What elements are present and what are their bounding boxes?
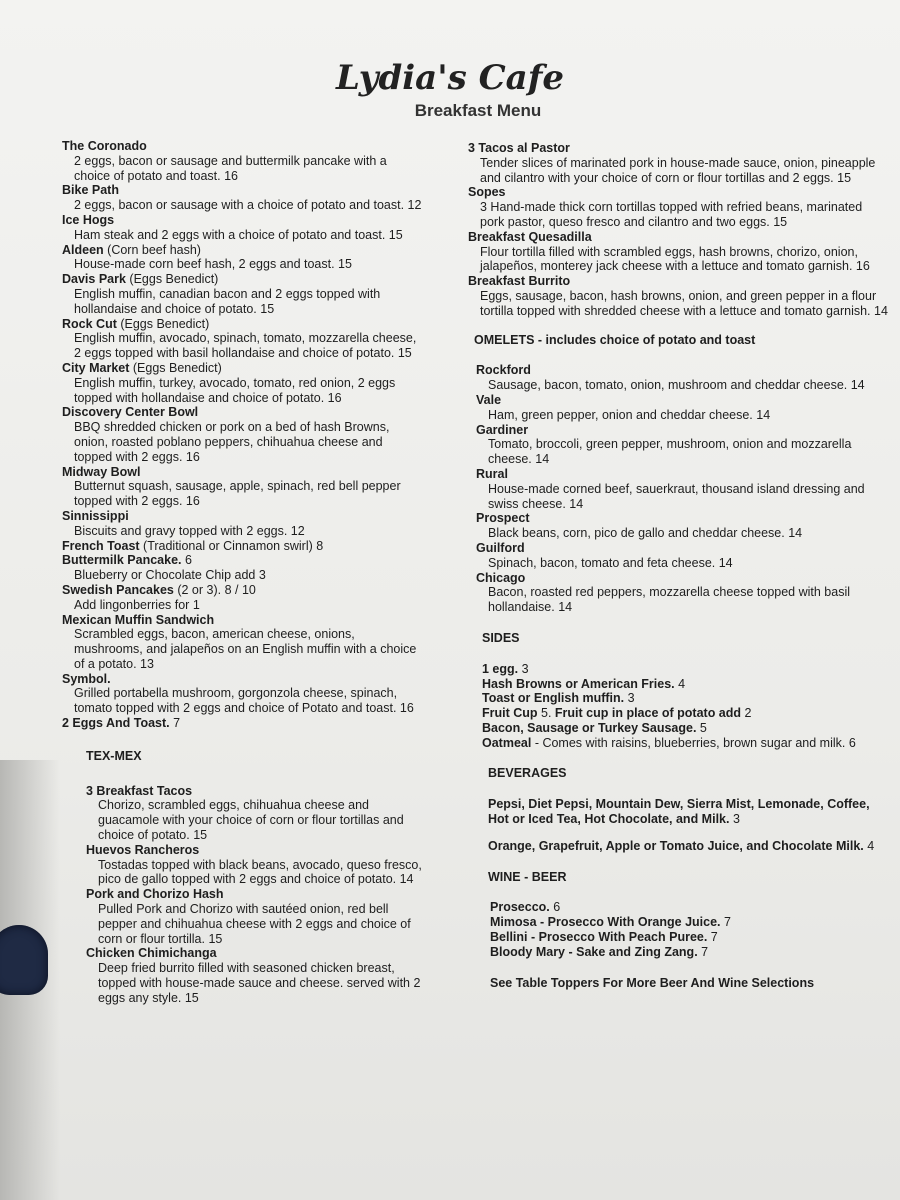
menu-item: [62, 405, 422, 464]
wine-item-name: Bellini - Prosecco With Peach Puree.: [490, 930, 708, 945]
menu-item-description: Eggs, sausage, bacon, hash browns, onion, and green pepper in a flour tortilla topped with shredded cheese with a lettuce and tomato garnish. 14: [480, 288, 888, 318]
menu-item-note: (Corn beef hash): [103, 242, 201, 257]
menu-item-description: 3 Hand-made thick corn tortillas topped with refried beans, marinated pork pastor, queso fresco and cilantro and two eggs. 15: [480, 200, 863, 229]
right-menu-items: [468, 141, 888, 319]
menu-item: [62, 317, 422, 361]
menu-item-name: Swedish Pancakes: [62, 582, 174, 597]
side-item-extra-price: 2: [741, 706, 752, 721]
menu-item-name: Aldeen: [62, 242, 104, 257]
side-item: [482, 677, 888, 692]
menu-item: [62, 139, 422, 183]
menu-item: [62, 272, 422, 316]
menu-item-header: [62, 405, 422, 420]
texmex-item-name: Pork and Chorizo Hash: [86, 887, 224, 902]
omelet-item-name: Chicago: [476, 570, 526, 585]
texmex-item: [86, 784, 422, 843]
menu-item: [62, 183, 422, 213]
menu-item: [62, 539, 422, 554]
omelet-item-description: Bacon, roasted red peppers, mozzarella cheese topped with basil hollandaise. 14: [488, 585, 851, 615]
menu-item: [468, 185, 888, 229]
menu-item-name: Ice Hogs: [62, 212, 115, 227]
menu-item-header: [62, 465, 422, 480]
cafe-title: Lydia's Cafe: [336, 58, 564, 98]
omelet-item-header: [476, 393, 888, 408]
texmex-item: [86, 946, 422, 1005]
side-item-name: Toast or English muffin.: [482, 691, 625, 706]
wine-beer-heading: WINE - BEER: [488, 869, 567, 884]
menu-item-header: [62, 553, 422, 568]
menu-item: [62, 213, 422, 243]
menu-item-description: Butternut squash, sausage, apple, spinach, red bell pepper topped with 2 eggs. 16: [74, 479, 401, 509]
left-column: [62, 139, 422, 1006]
menu-item-header: [62, 213, 422, 228]
menu-item-description: House-made corn beef hash, 2 eggs and toast. 15: [74, 257, 352, 272]
texmex-item-name: Chicken Chimichanga: [86, 946, 217, 961]
side-item-name: Oatmeal: [482, 735, 532, 750]
menu-item: [62, 613, 422, 672]
side-items: [482, 662, 888, 751]
menu-subtitle: Breakfast Menu: [414, 101, 542, 120]
side-item: [482, 662, 888, 677]
omelet-item-header: [476, 467, 888, 482]
menu-item-header: [62, 509, 422, 524]
omelet-item-name: Gardiner: [476, 422, 529, 437]
omelet-item-header: [476, 423, 888, 438]
menu-item-name: Breakfast Burrito: [468, 274, 571, 289]
omelet-item: [476, 423, 888, 467]
menu-item-description: Tender slices of marinated pork in house-made sauce, onion, pineapple and cilantro with your choice of corn or flour tortillas and 2 eggs. 15: [480, 155, 876, 185]
wine-item: [490, 900, 888, 915]
omelets-heading: OMELETS - includes choice of potato and toast: [474, 332, 756, 347]
side-item-price: - Comes with raisins, blueberries, brown sugar and milk. 6: [531, 735, 856, 750]
wine-item-price: 6: [549, 900, 561, 915]
texmex-item-description: Chorizo, scrambled eggs, chihuahua cheese and guacamole with your choice of corn or flour tortillas and choice of potato. 15: [98, 798, 404, 843]
beverages-heading: BEVERAGES: [488, 766, 567, 781]
texmex-item-name: 3 Breakfast Tacos: [86, 783, 193, 798]
omelet-item-description: Tomato, broccoli, green pepper, mushroom, onion and mozzarella cheese. 14: [488, 437, 852, 467]
omelet-item-header: [476, 541, 888, 556]
wine-item-name: Mimosa - Prosecco With Orange Juice.: [490, 915, 721, 930]
menu-item: [62, 465, 422, 509]
omelet-item: [476, 511, 888, 541]
menu-item-header: [62, 183, 422, 198]
menu-item: [468, 274, 888, 318]
menu-item-name: Sopes: [468, 185, 506, 200]
menu-item-description: 2 eggs, bacon or sausage with a choice of potato and toast. 12: [74, 198, 422, 213]
menu-item-name: Bike Path: [62, 183, 119, 198]
menu-item-header: [62, 583, 422, 598]
texmex-item-description: Deep fried burrito filled with seasoned chicken breast, topped with house-made sauce and cheese. served with 2 eggs any style. 15: [98, 961, 421, 1005]
omelet-item: [476, 363, 888, 393]
menu-item-header: [62, 361, 422, 376]
menu-item-note: (Traditional or Cinnamon swirl) 8: [139, 538, 324, 553]
menu-item-name: Sinnissippi: [62, 508, 129, 523]
menu-item-name: Breakfast Quesadilla: [468, 229, 592, 244]
menu-item-description: BBQ shredded chicken or pork on a bed of hash Browns, onion, roasted poblano peppers, chihuahua cheese and topped with 2 eggs. 16: [74, 420, 390, 464]
wine-item: [490, 915, 888, 930]
side-item-price: 4: [674, 676, 686, 691]
menu-item-name: Rock Cut: [62, 316, 117, 331]
texmex-item-header: [86, 946, 422, 961]
texmex-item-description: Tostadas topped with black beans, avocado, queso fresco, pico de gallo topped with 2 eggs and choice of potato. 14: [98, 857, 422, 887]
menu-item: [62, 243, 422, 273]
wine-item-price: 7: [697, 944, 709, 959]
menu-item-name: Midway Bowl: [62, 464, 141, 479]
omelet-item: [476, 393, 888, 423]
menu-item-header: [468, 274, 888, 289]
menu-item-name: Davis Park: [62, 272, 126, 287]
menu-item-description: English muffin, turkey, avocado, tomato, red onion, 2 eggs topped with hollandaise and choice of potato. 16: [74, 375, 396, 405]
omelet-item-name: Vale: [476, 392, 502, 407]
omelet-item-description: Spinach, bacon, tomato and feta cheese. 14: [488, 555, 733, 570]
omelet-item-name: Rockford: [476, 363, 531, 378]
menu-item-header: [468, 185, 888, 200]
omelet-item-name: Rural: [476, 466, 508, 481]
side-item: [482, 691, 888, 706]
menu-item-header: [62, 716, 422, 731]
menu-item-name: Mexican Muffin Sandwich: [62, 612, 215, 627]
left-menu-items: [62, 139, 422, 731]
menu-item-header: [62, 672, 422, 687]
menu-item: [62, 583, 422, 613]
table-toppers-note: See Table Toppers For More Beer And Wine Selections: [490, 975, 815, 990]
menu-item-header: [62, 613, 422, 628]
beverages-sodas: [488, 797, 888, 827]
menu-item-description: English muffin, canadian bacon and 2 eggs topped with hollandaise and choice of potato. 15: [74, 286, 381, 316]
texmex-item-name: Huevos Rancheros: [86, 842, 200, 857]
side-item-price: 5: [696, 720, 707, 735]
side-item-price: 3: [624, 691, 635, 706]
menu-item-description: Add lingonberries for 1: [74, 597, 200, 612]
wine-item-price: 7: [720, 915, 731, 930]
menu-item-name: 2 Eggs And Toast.: [62, 716, 170, 731]
menu-item-name: French Toast: [62, 538, 140, 553]
wine-item: [490, 930, 888, 945]
beverages-juices-price: 4: [863, 838, 875, 853]
omelet-item-header: [476, 511, 888, 526]
menu-item-note: 7: [169, 716, 181, 731]
omelet-item: [476, 541, 888, 571]
omelet-items: [476, 363, 888, 615]
side-item-price: 5.: [537, 706, 555, 721]
menu-item-description: Biscuits and gravy topped with 2 eggs. 12: [74, 523, 305, 538]
menu-item-header: [468, 230, 888, 245]
omelet-item-description: House-made corned beef, sauerkraut, thousand island dressing and swiss cheese. 14: [488, 481, 865, 511]
menu-item: [62, 716, 422, 731]
menu-item-header: [62, 539, 422, 554]
menu-item-description: Scrambled eggs, bacon, american cheese, onions, mushrooms, and jalapeños on an English muffin with a choice of a potato. 13: [74, 627, 417, 671]
menu-item: [62, 361, 422, 405]
omelet-item: [476, 571, 888, 615]
side-item-extra: Fruit cup in place of potato add: [554, 706, 742, 721]
side-item: [482, 721, 888, 736]
menu-item: [62, 509, 422, 539]
texmex-item: [86, 887, 422, 946]
wine-item-name: Bloody Mary - Sake and Zing Zang.: [490, 944, 698, 959]
menu-item-description: Grilled portabella mushroom, gorgonzola cheese, spinach, tomato topped with 2 eggs and choice of Potato and toast. 16: [74, 686, 414, 716]
beverages-sodas-price: 3: [729, 812, 740, 827]
texmex-item: [86, 843, 422, 887]
wine-items: [490, 900, 888, 959]
beverages-juices-text: Orange, Grapefruit, Apple or Tomato Juice, and Chocolate Milk.: [488, 838, 864, 853]
omelet-item-name: Prospect: [476, 511, 530, 526]
side-item-name: 1 egg.: [482, 661, 519, 676]
menu-item-note: (Eggs Benedict): [125, 272, 219, 287]
omelet-item-header: [476, 363, 888, 378]
wine-item: [490, 945, 888, 960]
menu-item-header: [62, 317, 422, 332]
side-item: [482, 736, 888, 751]
menu-item: [468, 230, 888, 274]
menu-item-note: (Eggs Benedict): [129, 360, 222, 375]
menu-item-description: Ham steak and 2 eggs with a choice of potato and toast. 15: [74, 227, 403, 242]
menu-item-name: Discovery Center Bowl: [62, 405, 199, 420]
texmex-heading: TEX-MEX: [86, 748, 142, 763]
menu-item-description: English muffin, avocado, spinach, tomato, mozzarella cheese, 2 eggs topped with basil hollandaise and choice of potato. 15: [74, 331, 417, 361]
right-column: [468, 141, 888, 990]
menu-item-name: City Market: [62, 360, 130, 375]
menu-item-header: [468, 141, 888, 156]
beverages: [488, 797, 888, 853]
texmex-items: [86, 784, 422, 1006]
menu-item-description: 2 eggs, bacon or sausage and buttermilk pancake with a choice of potato and toast. 16: [74, 153, 387, 183]
menu-item-name: Symbol.: [62, 671, 111, 686]
side-item-price: 3: [518, 661, 529, 676]
side-item-name: Hash Browns or American Fries.: [482, 676, 675, 691]
side-item: [482, 706, 888, 721]
texmex-item-header: [86, 843, 422, 858]
menu-item-description: Blueberry or Chocolate Chip add 3: [74, 568, 266, 583]
omelet-item-name: Guilford: [476, 540, 525, 555]
menu-item-header: [62, 243, 422, 258]
side-item-name: Fruit Cup: [482, 706, 538, 721]
texmex-item-header: [86, 784, 422, 799]
omelet-item-description: Sausage, bacon, tomato, onion, mushroom and cheddar cheese. 14: [488, 378, 865, 393]
omelet-item-description: Ham, green pepper, onion and cheddar cheese. 14: [488, 407, 771, 422]
side-item-name: Bacon, Sausage or Turkey Sausage.: [482, 720, 697, 735]
menu-item-name: The Coronado: [62, 139, 147, 153]
wine-item-name: Prosecco.: [490, 900, 550, 915]
menu-item-header: [62, 139, 422, 154]
menu-item-note: 6: [181, 553, 192, 568]
menu-item-header: [62, 272, 422, 287]
omelet-item: [476, 467, 888, 511]
menu-item: [468, 141, 888, 185]
menu-item-note: (2 or 3). 8 / 10: [173, 582, 256, 597]
omelet-item-description: Black beans, corn, pico de gallo and cheddar cheese. 14: [488, 526, 803, 541]
texmex-item-header: [86, 887, 422, 902]
sides-heading: SIDES: [482, 630, 520, 645]
beverages-sodas-text: Pepsi, Diet Pepsi, Mountain Dew, Sierra Mist, Lemonade, Coffee, Hot or Iced Tea, Hot Chocolate, and Milk.: [488, 797, 870, 827]
beverages-juices: [488, 839, 888, 854]
texmex-item-description: Pulled Pork and Chorizo with sautéed onion, red bell pepper and chihuahua cheese with 2 eggs and choice of corn or flour tortilla. 15: [98, 902, 411, 946]
menu-item-description: Flour tortilla filled with scrambled eggs, hash browns, chorizo, onion, jalapeños, monterey jack cheese with a lettuce and tomato garnish. 16: [480, 244, 870, 274]
menu-item-name: 3 Tacos al Pastor: [468, 141, 570, 155]
menu-item-name: Buttermilk Pancake.: [62, 553, 182, 568]
menu-item-note: (Eggs Benedict): [116, 316, 210, 331]
wine-item-price: 7: [707, 930, 718, 945]
menu-item: [62, 672, 422, 716]
omelet-item-header: [476, 571, 888, 586]
fingernail: [0, 925, 48, 995]
menu-item: [62, 553, 422, 583]
